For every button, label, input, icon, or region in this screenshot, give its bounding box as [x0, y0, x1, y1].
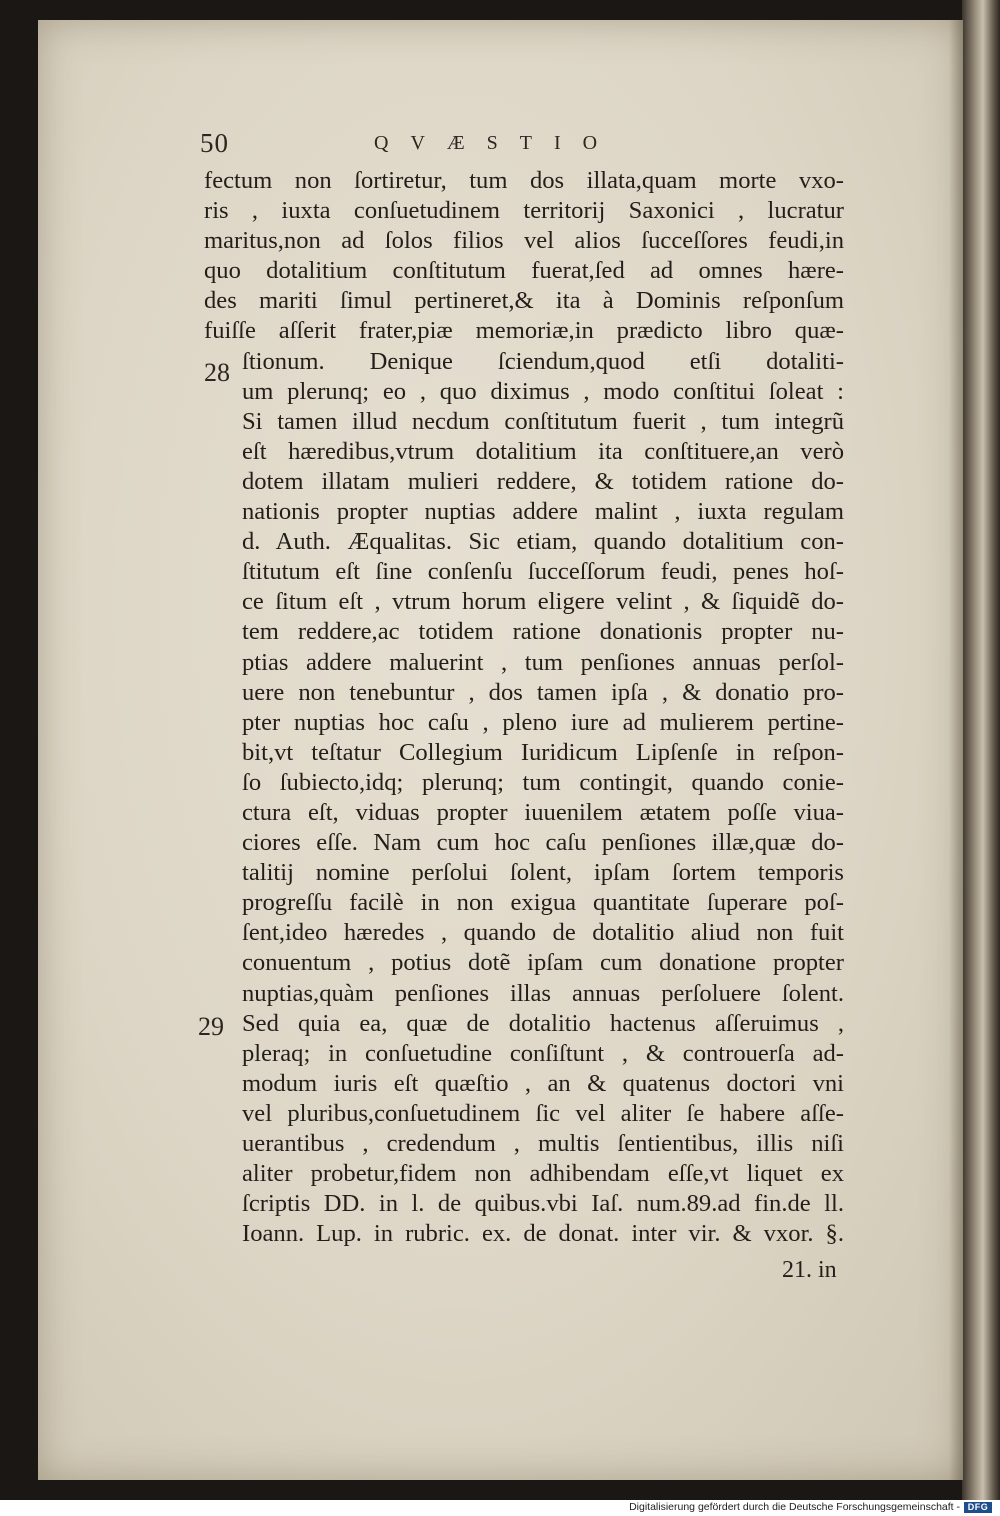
text-line: ciores eſſe. Nam cum hoc caſu penſiones illæ,quæ do- — [242, 829, 844, 857]
footer-bar — [0, 1500, 1000, 1516]
text-line: fectum non ſortiretur, tum dos illata,quam morte vxo- — [204, 167, 844, 194]
text-line: Ioann. Lup. in rubric. ex. de donat. inter vir. & vxor. §. — [242, 1220, 844, 1248]
text-line: talitij nomine perſolui ſolent, ipſam ſortem temporis — [242, 859, 844, 887]
text-line: modum iuris eſt quæſtio , an & quatenus doctori vni — [242, 1069, 844, 1097]
text-line: ce ſitum eſt , vtrum horum eligere velint , & ſiquidẽ do- — [242, 588, 844, 616]
text-line: progreſſu facilè in non exigua quantitate ſuperare poſ- — [242, 889, 844, 917]
text-line: quo dotalitium conſtitutum fuerat,ſed ad omnes hære- — [204, 257, 844, 285]
text-line: fuiſſe aſſerit frater,piæ memoriæ,in prædicto libro quæ- — [204, 317, 844, 345]
text-line: ſent,ideo hæredes , quando de dotalitio aliud non fuit — [242, 919, 844, 947]
text-line: uerantibus , credendum , multis ſentientibus, illis niſi — [242, 1130, 844, 1157]
text-line: d. Auth. Æqualitas. Sic etiam, quando dotalitium con- — [242, 528, 844, 556]
page-edge-shadow — [949, 20, 963, 1480]
text-line: ris , iuxta conſuetudinem territorij Saxonici , lucratur — [204, 197, 844, 225]
text-line: nationis propter nuptias addere malint , iuxta regulam — [242, 498, 844, 526]
text-line: ctura eſt, viduas propter iuuenilem ætatem poſſe viua- — [242, 798, 844, 826]
text-line: ſo ſubiecto,idq; plerunq; tum contingit, quando conie- — [242, 768, 844, 796]
text-line: pleraq; in conſuetudine conſiſtunt , & controuerſa ad- — [242, 1039, 844, 1067]
text-line: conuentum , potius dotẽ ipſam cum donatione propter — [242, 949, 844, 977]
text-line: maritus,non ad ſolos filios vel alios ſucceſſores feudi,in — [204, 227, 844, 255]
text-line: um plerunq; eo , quo diximus , modo conſtitui ſoleat : — [242, 377, 844, 405]
text-line: Sed quia ea, quæ de dotalitio hactenus aſſeruimus , — [242, 1009, 844, 1037]
page-number: 50 — [200, 128, 229, 158]
running-head-title: QVÆSTIO — [374, 132, 620, 154]
book-spine — [962, 0, 1000, 1500]
text-line: uere non tenebuntur , dos tamen ipſa , & donatio pro- — [242, 678, 844, 706]
running-head — [200, 128, 720, 168]
body-text — [204, 166, 844, 1249]
text-line: ſtitutum eſt ſine conſenſu ſucceſſorum feudi, penes hoſ- — [242, 558, 844, 586]
catchword: 21. in — [782, 1257, 837, 1283]
text-line: vel pluribus,conſuetudinem ſic vel aliter ſe habere aſſe- — [242, 1099, 844, 1127]
text-line: nuptias,quàm penſiones illas annuas perſoluere ſolent. — [242, 979, 844, 1007]
text-line: Si tamen illud necdum conſtitutum fuerit , tum integrũ — [242, 407, 844, 435]
text-line: pter nuptias hoc caſu , pleno iure ad mulierem pertine- — [242, 708, 844, 736]
margin-number-28: 28 — [204, 358, 230, 387]
text-line: ſcriptis DD. in l. de quibus.vbi Iaſ. num.89.ad fin.de ll. — [242, 1190, 844, 1218]
text-line: ptias addere maluerint , tum penſiones annuas perſol- — [242, 648, 844, 676]
text-line: ſtionum. Denique ſciendum,quod etſi dotaliti- — [242, 347, 844, 375]
text-line: dotem illatam mulieri reddere, & totidem ratione do- — [242, 467, 844, 495]
text-line: aliter probetur,fidem non adhibendam eſſe,vt liquet ex — [242, 1160, 844, 1188]
text-line: bit,vt teſtatur Collegium Iuridicum Lipſenſe in reſpon- — [242, 738, 844, 766]
margin-number-29: 29 — [198, 1012, 224, 1041]
text-line: tem reddere,ac totidem ratione donationis propter nu- — [242, 618, 844, 646]
funding-credit: Digitalisierung gefördert durch die Deutsche Forschungsgemeinschaft - — [629, 1501, 960, 1513]
dfg-logo: DFG — [964, 1502, 992, 1513]
text-line: eſt hæredibus,vtrum dotalitium ita conſtituere,an verò — [242, 437, 844, 465]
text-line: des mariti ſimul pertineret,& ita à Dominis reſponſum — [204, 287, 844, 315]
